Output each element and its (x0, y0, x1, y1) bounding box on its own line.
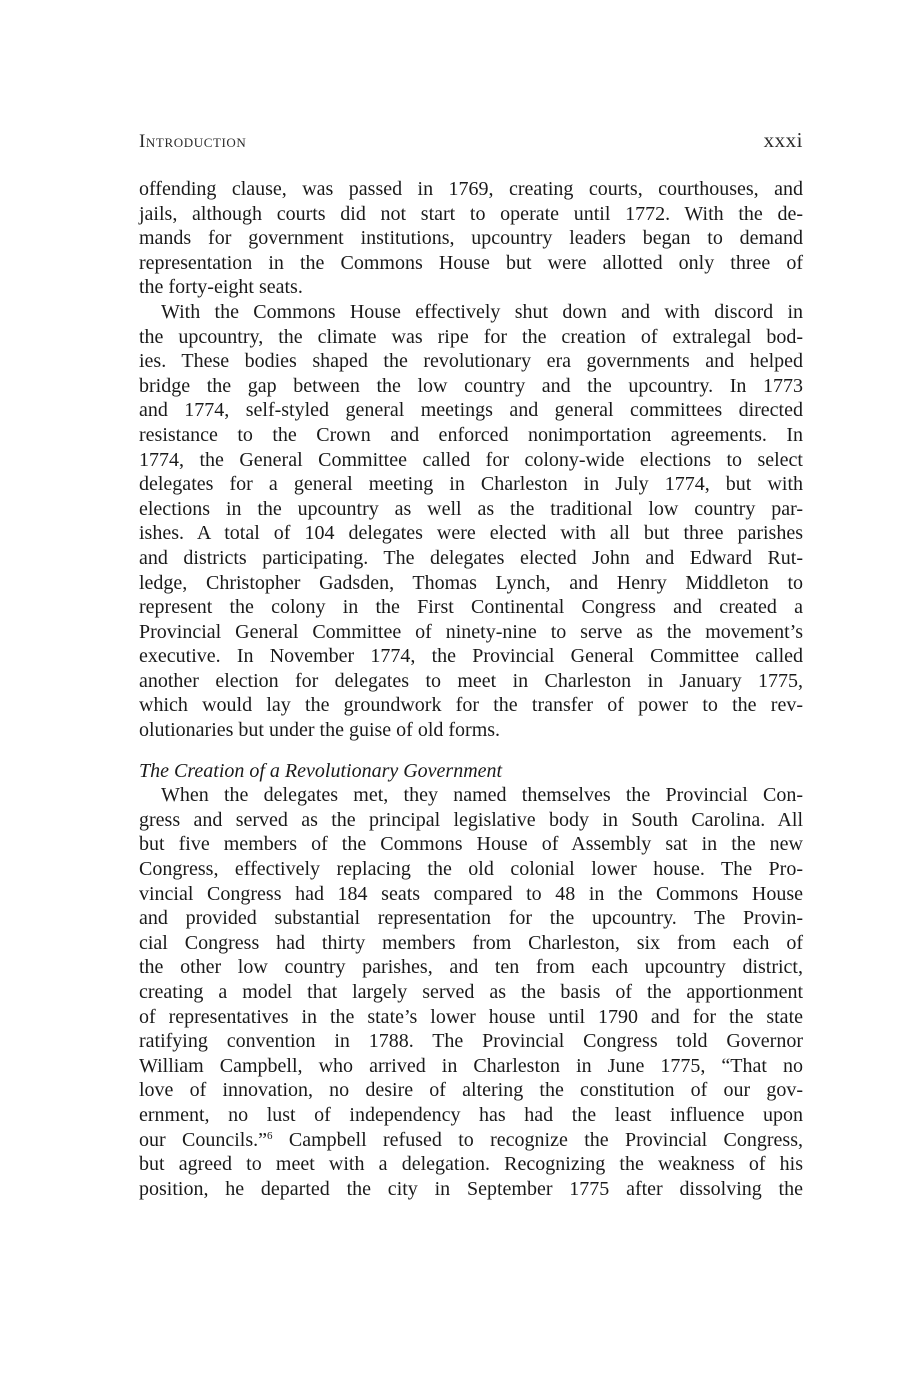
text-line: jails, although courts did not start to operate until 1772. With the de- (139, 202, 803, 225)
page-number: xxxi (763, 128, 803, 152)
footnote-reference: 6 (267, 1129, 273, 1142)
paragraph (139, 300, 803, 743)
text-line: offending clause, was passed in 1769, creating courts, courthouses, and (139, 178, 803, 200)
text-line: which would lay the groundwork for the transfer of power to the rev- (139, 694, 803, 717)
text-line: With the Commons House effectively shut down and with discord in (161, 300, 803, 323)
text-line: elections in the upcountry as well as the traditional low country par- (139, 497, 803, 520)
paragraph (139, 177, 803, 300)
text-line: ishes. A total of 104 delegates were elected with all but three parishes (139, 522, 803, 545)
text-line (139, 1128, 803, 1153)
text-line: Congress, effectively replacing the old colonial lower house. The Pro- (139, 858, 803, 881)
text-line: 1774, the General Committee called for colony-wide elections to select (139, 448, 803, 471)
text-line: creating a model that largely served as the basis of the apportionment (139, 981, 803, 1003)
text-line: the other low country parishes, and ten from each upcountry district, (139, 956, 803, 979)
text-line: and 1774, self-styled general meetings and general committees directed (139, 399, 803, 422)
text-line: resistance to the Crown and enforced nonimportation agreements. In (139, 423, 803, 446)
text-line: position, he departed the city in September 1775 after dissolving the (139, 1177, 803, 1200)
text-line: the upcountry, the climate was ripe for the creation of extralegal bod- (139, 325, 803, 348)
text-line: vincial Congress had 184 seats compared to 48 in the Commons House (139, 882, 803, 905)
text-line: and provided substantial representation for the upcountry. The Provin- (139, 907, 803, 930)
text-line: represent the colony in the First Continental Congress and created a (139, 596, 803, 619)
text-run: our Councils.” (139, 1128, 268, 1151)
text-line: bridge the gap between the low country and the upcountry. In 1773 (139, 374, 803, 397)
section-heading: The Creation of a Revolutionary Government (139, 759, 503, 782)
text-line: delegates for a general meeting in Charleston in July 1774, but with (139, 473, 803, 496)
text-line: olutionaries but under the guise of old forms. (139, 719, 501, 742)
text-line: When the delegates met, they named themselves the Provincial Con- (161, 784, 803, 807)
text-line: and districts participating. The delegates elected John and Edward Rut- (139, 546, 803, 569)
text-line: cial Congress had thirty members from Charleston, six from each of (139, 931, 803, 954)
paragraph (139, 783, 803, 1201)
text-line: but agreed to meet with a delegation. Recognizing the weakness of his (139, 1153, 803, 1176)
body-text (139, 177, 803, 1201)
text-line: another election for delegates to meet in Charleston in January 1775, (139, 669, 803, 692)
running-head (139, 128, 803, 156)
text-line: ledge, Christopher Gadsden, Thomas Lynch, and Henry Middleton to (139, 571, 803, 594)
text-line: but five members of the Commons House of Assembly sat in the new (139, 833, 803, 856)
text-line: executive. In November 1774, the Provincial General Committee called (139, 645, 803, 668)
text-line: love of innovation, no desire of altering the constitution of our gov- (139, 1079, 803, 1102)
text-line: ratifying convention in 1788. The Provincial Congress told Governor (139, 1030, 803, 1053)
text-line: of representatives in the state’s lower house until 1790 and for the state (139, 1005, 803, 1028)
text-line: ernment, no lust of independency has had the least influence upon (139, 1103, 803, 1126)
text-line: gress and served as the principal legislative body in South Carolina. All (139, 808, 803, 831)
text-line: William Campbell, who arrived in Charleston in June 1775, “That no (139, 1054, 803, 1077)
text-line: representation in the Commons House but were allotted only three of (139, 251, 803, 274)
running-head-title: Introduction (139, 131, 247, 152)
text-line: the forty-eight seats. (139, 276, 303, 299)
text-line: ies. These bodies shaped the revolutionary era governments and helped (139, 350, 803, 373)
text-line: Provincial General Committee of ninety-nine to serve as the movement’s (139, 620, 803, 643)
text-line: mands for government institutions, upcountry leaders began to demand (139, 227, 803, 250)
text-run: Campbell refused to recognize the Provincial Congress, (272, 1128, 803, 1151)
